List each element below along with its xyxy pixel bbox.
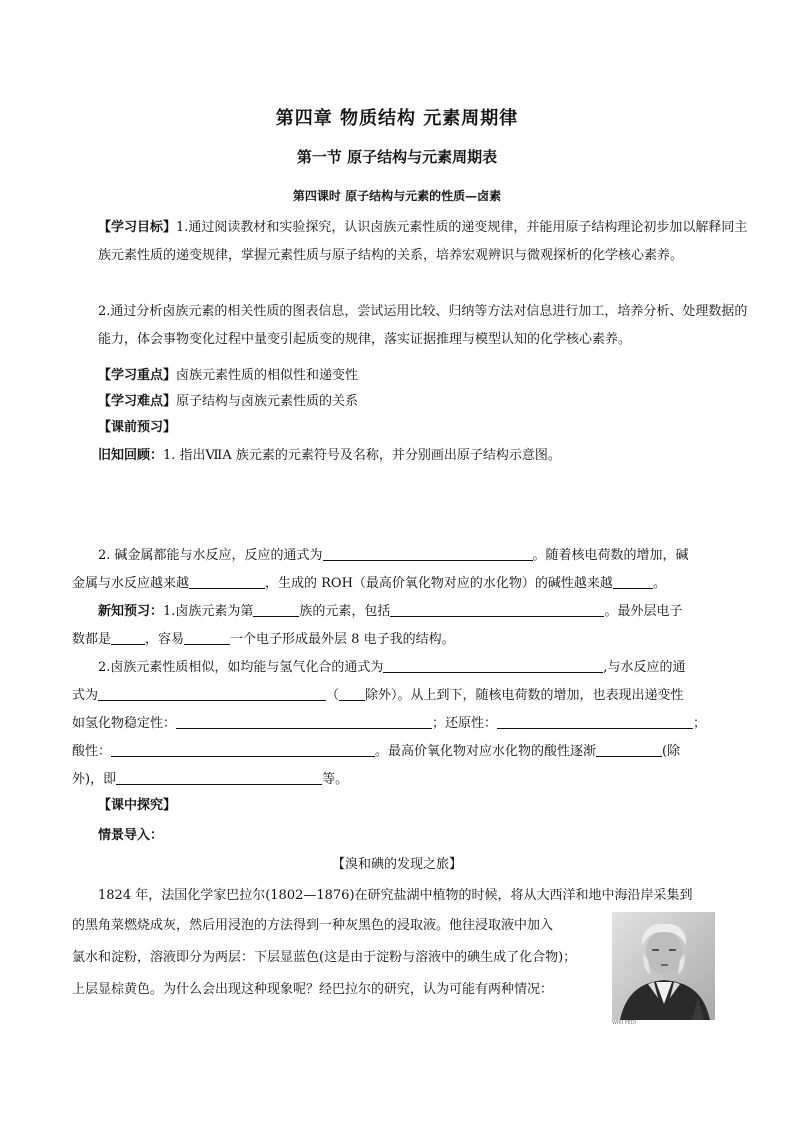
answer-blank[interactable] — [176, 714, 432, 729]
portrait-image — [612, 912, 715, 1020]
story-line-2: 的黑角菜燃烧成灰，然后用浸泡的方法得到一种灰黑色的浸取液。他往浸取液中加入 — [72, 918, 554, 933]
story-line-3: 氯水和淀粉，溶液即分为两层：下层显蓝色(这是由于淀粉与溶液中的碘生成了化合物)； — [72, 950, 577, 965]
answer-blank[interactable] — [596, 742, 662, 757]
answer-blank[interactable] — [253, 602, 299, 617]
objectives-label: 【学习目标】 — [98, 220, 177, 235]
answer-blank[interactable] — [383, 658, 603, 673]
answer-blank[interactable] — [98, 686, 326, 701]
new-knowledge-line-2: 数都是 ，容易 一个电子形成最外层 8 电子我的结构。 — [72, 632, 455, 647]
portrait-illustration — [612, 912, 715, 1020]
chapter-title: 第四章 物质结构 元素周期律 — [275, 108, 519, 129]
answer-blank[interactable] — [323, 546, 533, 561]
answer-blank[interactable] — [613, 574, 653, 589]
q2-line-2: 金属与水反应越来越 ，生成的 ROH（最高价氧化物对应的水化物）的碱性越来越 。 — [72, 576, 666, 591]
story-line-1: 1824 年，法国化学家巴拉尔(1802—1876)在研究盐湖中植物的时候，将从大西洋和地中海沿岸采集到 — [98, 888, 693, 903]
answer-blank[interactable] — [111, 630, 145, 645]
q22-line-2: 式为 （ 除外）。从上到下，随核电荷数的增加，也表现出递变性 — [72, 688, 684, 703]
answer-blank[interactable] — [111, 742, 375, 757]
q22-line-4: 酸性： 。最高价氧化物对应水化物的酸性逐渐 (除 — [72, 744, 681, 759]
q2-line-1: 2. 碱金属都能与水反应，反应的通式为 。随着核电荷数的增加，碱 — [98, 548, 689, 563]
answer-blank[interactable] — [497, 714, 693, 729]
section-title: 第一节 原子结构与元素周期表 — [296, 148, 498, 166]
q22-line-3: 如氢化物稳定性： ；还原性： ； — [72, 716, 707, 731]
answer-blank[interactable] — [339, 686, 365, 701]
objectives-paragraph-1: 【学习目标】1.通过阅读教材和实验探究，认识卤族元素性质的递变规律，并能用原子结构理论初步加以解释同主族元素性质的递变规律，掌握元素性质与原子结构的关系，培养宏观辨识与微观探析的化学核心素养。 — [98, 220, 748, 263]
intro-label: 情景导入： — [98, 828, 164, 843]
answer-blank[interactable] — [390, 602, 604, 617]
difficulty-line: 【学习难点】原子结构与卤族元素性质的关系 — [98, 394, 359, 409]
in-class-label: 【课中探究】 — [98, 798, 177, 813]
answer-blank[interactable] — [189, 574, 265, 589]
story-line-4: 上层显棕黄色。为什么会出现这种现象呢？经巴拉尔的研究，认为可能有两种情况： — [72, 982, 554, 997]
q22-line-1: 2.卤族元素性质相似，如均能与氢气化合的通式为 ,与水反应的通 — [98, 660, 686, 675]
portrait-caption: WIKI PEDI — [612, 1020, 637, 1026]
new-knowledge-line-1: 新知预习：1.卤族元素为第 族的元素，包括 。最外层电子 — [98, 604, 683, 619]
review-line: 旧知回顾：1. 指出ⅦA 族元素的元素符号及名称，并分别画出原子结构示意图。 — [98, 448, 561, 463]
story-title: 【溴和碘的发现之旅】 — [331, 857, 462, 872]
key-point-line: 【学习重点】卤族元素性质的相似性和递变性 — [98, 368, 359, 383]
lesson-title: 第四课时 原子结构与元素的性质—卤素 — [292, 189, 502, 203]
objectives-paragraph-2: 2.通过分析卤族元素的相关性质的图表信息，尝试运用比较、归纳等方法对信息进行加工，培养分析、处理数据的能力，体会事物变化过程中量变引起质变的规律，落实证据推理与模型认知的化学核心素养。 — [98, 304, 748, 347]
answer-blank[interactable] — [184, 630, 230, 645]
answer-blank[interactable] — [116, 770, 322, 785]
q22-line-5: 外)，即 等。 — [72, 772, 349, 787]
preview-label: 【课前预习】 — [98, 420, 177, 435]
